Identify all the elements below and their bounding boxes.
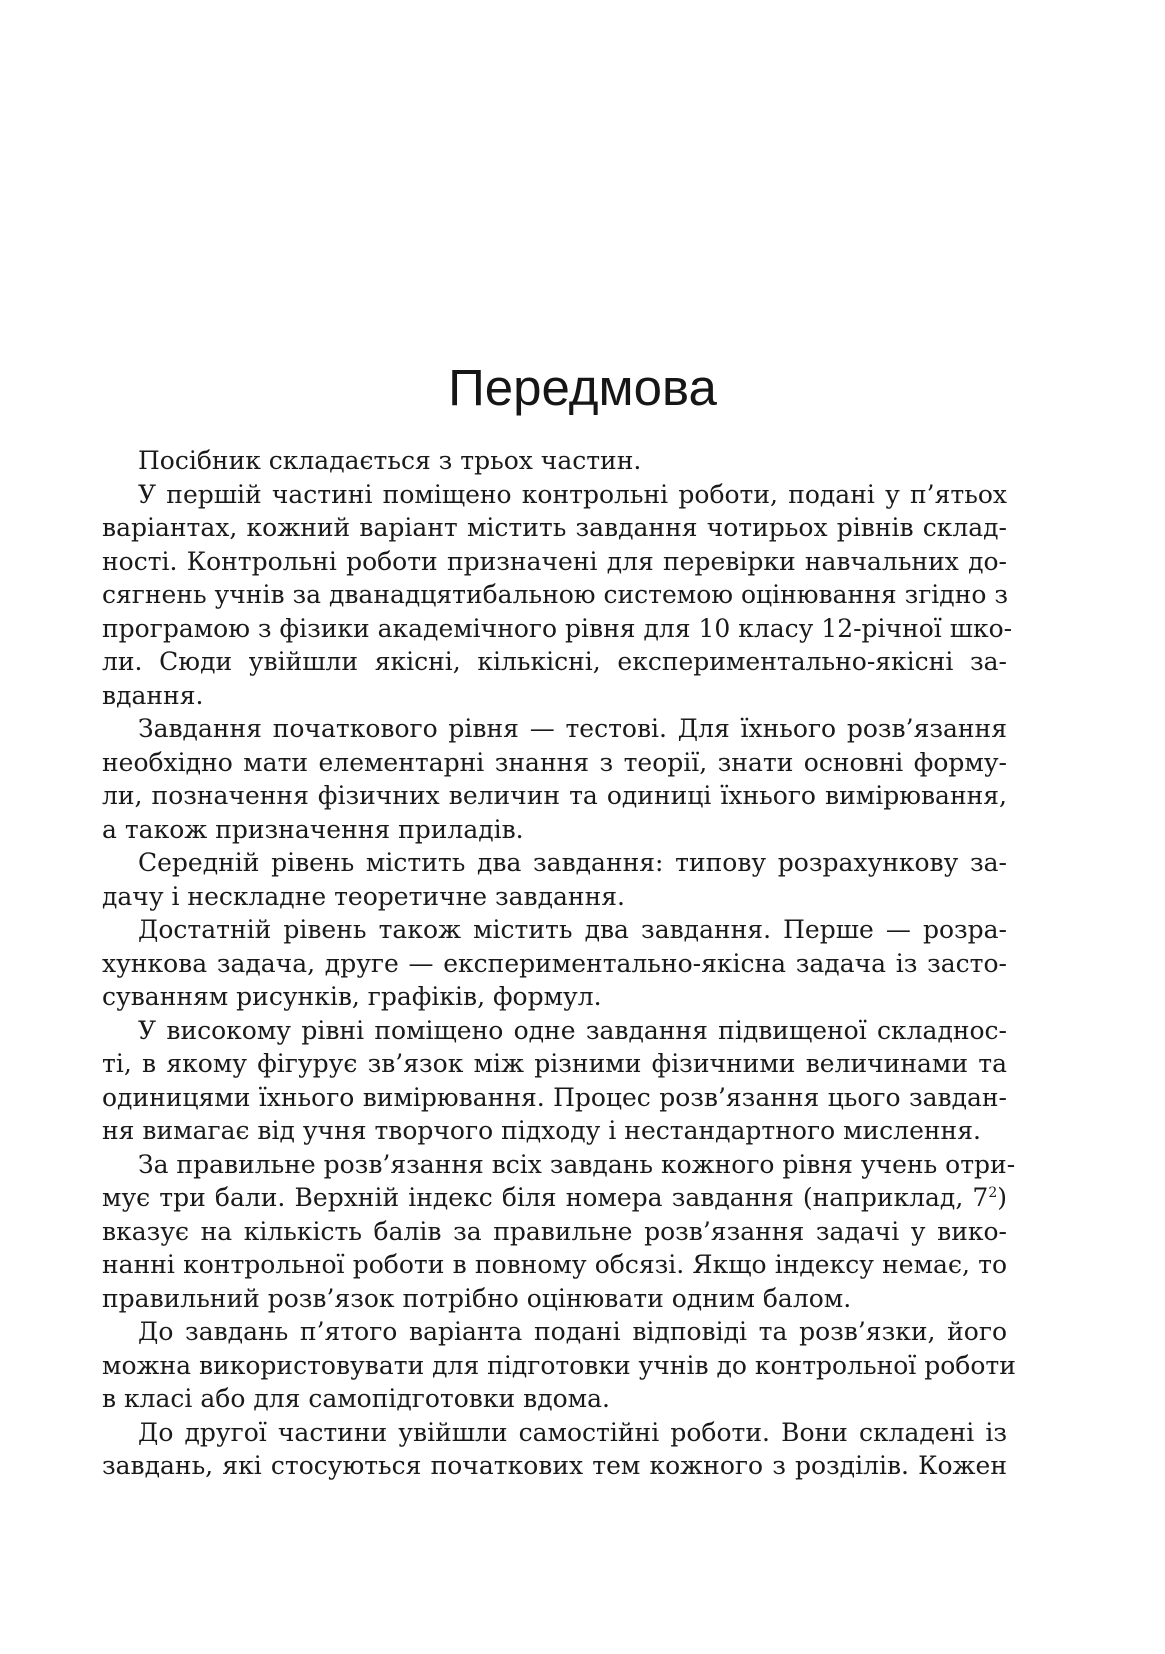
text-line: необхідно мати елементарні знання з теорії, знати основні форму- xyxy=(102,747,1007,777)
text-line: У високому рівні поміщено одне завдання підвищеної складнос- xyxy=(138,1015,1007,1045)
text-line: ності. Контрольні роботи призначені для перевірки навчальних до- xyxy=(102,546,1007,576)
text-line: Достатній рівень також містить два завдання. Перше — розра- xyxy=(138,915,1007,944)
text-line: Середній рівень містить два завдання: типову розрахункову за- xyxy=(138,848,1007,877)
text-line: одиницями їхнього вимірювання. Процес розв’язання цього завдан- xyxy=(102,1082,1007,1112)
text-line: сягнень учнів за дванадцятибальною системою оцінювання згідно з xyxy=(102,580,1008,609)
text-line: правильний розв’язок потрібно оцінювати одним балом. xyxy=(102,1283,852,1313)
page-title: Передмова xyxy=(448,359,717,416)
text-line: суванням рисунків, графіків, формул. xyxy=(102,982,602,1011)
text-line: варіантах, кожний варіант містить завдання чотирьох рівнів склад- xyxy=(102,513,1007,542)
superscript-index: 2 xyxy=(988,1185,998,1201)
text-line: завдань, які стосуються початкових тем кожного з розділів. Кожен xyxy=(102,1451,1007,1480)
text-line: вдання. xyxy=(102,680,204,710)
text-line: У першій частині поміщено контрольні роботи, подані у п’ятьох xyxy=(138,479,1007,509)
text-line: нанні контрольної роботи в повному обсязі. Якщо індексу немає, то xyxy=(102,1250,1007,1279)
text-line: вказує на кількість балів за правильне розв’язання задачі у вико- xyxy=(102,1216,1007,1246)
text-line: За правильне розв’язання всіх завдань кожного рівня учень отри- xyxy=(138,1149,1016,1179)
closing-parenthesis: ) xyxy=(997,1183,1007,1212)
text-line: Завдання початкового рівня — тестові. Для їхнього розв’язання xyxy=(138,714,1007,743)
text-line: а також призначення приладів. xyxy=(102,814,524,844)
preface-text xyxy=(102,444,1016,1483)
text-line: програмою з фізики академічного рівня для 10 класу 12-річної шко- xyxy=(102,613,1013,643)
text-line: ті, в якому фігурує зв’язок між різними фізичними величинами та xyxy=(102,1049,1007,1078)
text-line: До другої частини увійшли самостійні роботи. Вони складені із xyxy=(138,1417,1007,1447)
text-line: можна використовувати для підготовки учнів до контрольної роботи xyxy=(102,1350,1016,1380)
text-line-with-superscript xyxy=(102,1181,1007,1215)
text-line: Посібник складається з трьох частин. xyxy=(138,446,642,475)
text-line-content: мує три бали. Верхній індекс біля номера завдання (наприклад, 7 xyxy=(102,1183,989,1212)
text-line: До завдань п’ятого варіанта подані відповіді та розв’язки, його xyxy=(138,1317,1007,1346)
text-line: ня вимагає від учня творчого підходу і нестандартного мислення. xyxy=(102,1116,981,1145)
text-line: ли, позначення фізичних величин та одиниці їхнього вимірювання, xyxy=(102,781,1007,810)
text-line: дачу і нескладне теоретичне завдання. xyxy=(102,881,625,911)
text-line: ли. Сюди увійшли якісні, кількісні, експериментально-якісні за- xyxy=(102,647,1007,676)
text-line: хункова задача, друге — експериментально-якісна задача із засто- xyxy=(102,948,1007,978)
text-line: в класі або для самопідготовки вдома. xyxy=(102,1384,610,1413)
